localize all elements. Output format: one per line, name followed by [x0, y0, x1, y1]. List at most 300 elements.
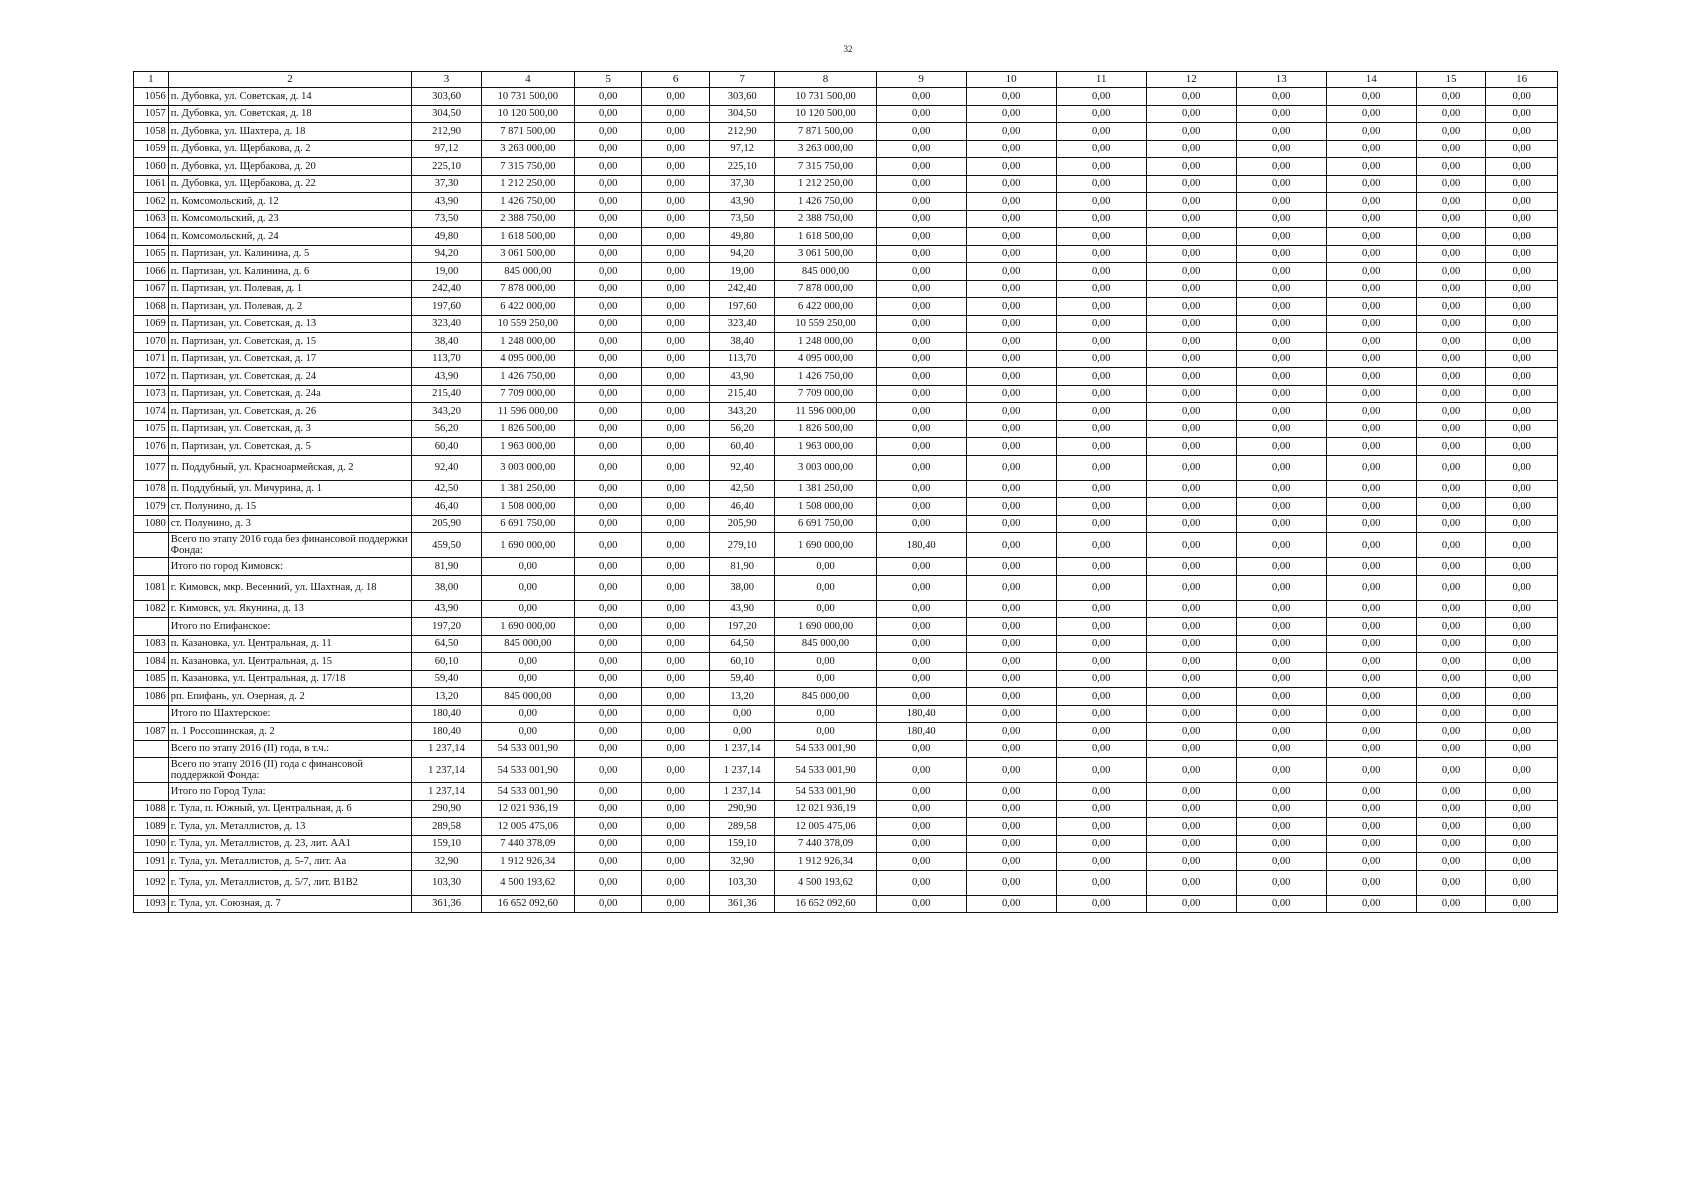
value-cell-col-10: 0,00 [966, 558, 1056, 576]
value-cell-col-3: 43,90 [412, 193, 482, 211]
value-cell-col-5: 0,00 [574, 420, 642, 438]
value-cell-col-6: 0,00 [642, 498, 710, 516]
value-cell-col-3: 212,90 [412, 123, 482, 141]
value-cell-col-16: 0,00 [1486, 870, 1558, 895]
value-cell-col-16: 0,00 [1486, 835, 1558, 853]
value-cell-col-5: 0,00 [574, 635, 642, 653]
value-cell-col-15: 0,00 [1416, 350, 1486, 368]
value-cell-col-7: 37,30 [709, 175, 774, 193]
value-cell-col-9: 0,00 [876, 818, 966, 836]
value-cell-col-6: 0,00 [642, 870, 710, 895]
value-cell-col-14: 0,00 [1326, 298, 1416, 316]
value-cell-col-8: 10 559 250,00 [775, 315, 876, 333]
value-cell-col-9: 0,00 [876, 498, 966, 516]
value-cell-col-8: 12 005 475,06 [775, 818, 876, 836]
address-cell: Всего по этапу 2016 (II) года с финансовой поддержкой Фонда: [168, 758, 411, 783]
value-cell-col-9: 0,00 [876, 870, 966, 895]
value-cell-col-5: 0,00 [574, 558, 642, 576]
address-cell: п. Комсомольский, д. 24 [168, 228, 411, 246]
value-cell-col-15: 0,00 [1416, 853, 1486, 871]
value-cell-col-16: 0,00 [1486, 210, 1558, 228]
value-cell-col-7: 64,50 [709, 635, 774, 653]
value-cell-col-3: 13,20 [412, 688, 482, 706]
value-cell-col-16: 0,00 [1486, 800, 1558, 818]
value-cell-col-14: 0,00 [1326, 800, 1416, 818]
value-cell-col-8: 11 596 000,00 [775, 403, 876, 421]
value-cell-col-7: 56,20 [709, 420, 774, 438]
value-cell-col-8: 54 533 001,90 [775, 740, 876, 758]
value-cell-col-3: 343,20 [412, 403, 482, 421]
value-cell-col-13: 0,00 [1236, 818, 1326, 836]
value-cell-col-16: 0,00 [1486, 315, 1558, 333]
value-cell-col-7: 159,10 [709, 835, 774, 853]
value-cell-col-9: 0,00 [876, 315, 966, 333]
value-cell-col-15: 0,00 [1416, 228, 1486, 246]
value-cell-col-13: 0,00 [1236, 758, 1326, 783]
value-cell-col-3: 1 237,14 [412, 740, 482, 758]
value-cell-col-10: 0,00 [966, 315, 1056, 333]
row-number-cell: 1090 [134, 835, 169, 853]
value-cell-col-4: 1 618 500,00 [481, 228, 574, 246]
value-cell-col-8: 0,00 [775, 670, 876, 688]
value-cell-col-13: 0,00 [1236, 653, 1326, 671]
value-cell-col-6: 0,00 [642, 800, 710, 818]
column-number-15: 15 [1416, 72, 1486, 88]
value-cell-col-4: 7 440 378,09 [481, 835, 574, 853]
value-cell-col-6: 0,00 [642, 635, 710, 653]
address-cell: Всего по этапу 2016 (II) года, в т.ч.: [168, 740, 411, 758]
value-cell-col-16: 0,00 [1486, 618, 1558, 636]
row-number-cell: 1072 [134, 368, 169, 386]
value-cell-col-8: 1 826 500,00 [775, 420, 876, 438]
value-cell-col-4: 1 248 000,00 [481, 333, 574, 351]
value-cell-col-10: 0,00 [966, 210, 1056, 228]
value-cell-col-9: 0,00 [876, 635, 966, 653]
table-row [134, 498, 1558, 516]
value-cell-col-9: 180,40 [876, 533, 966, 558]
value-cell-col-8: 1 690 000,00 [775, 533, 876, 558]
value-cell-col-13: 0,00 [1236, 723, 1326, 741]
row-number-cell: 1083 [134, 635, 169, 653]
row-number-cell: 1089 [134, 818, 169, 836]
row-number-cell: 1093 [134, 895, 169, 913]
table-row [134, 653, 1558, 671]
value-cell-col-5: 0,00 [574, 618, 642, 636]
address-cell: г. Тула, ул. Металлистов, д. 13 [168, 818, 411, 836]
value-cell-col-4: 7 709 000,00 [481, 385, 574, 403]
value-cell-col-9: 0,00 [876, 263, 966, 281]
value-cell-col-14: 0,00 [1326, 245, 1416, 263]
value-cell-col-15: 0,00 [1416, 105, 1486, 123]
column-number-6: 6 [642, 72, 710, 88]
value-cell-col-15: 0,00 [1416, 688, 1486, 706]
value-cell-col-9: 0,00 [876, 368, 966, 386]
value-cell-col-10: 0,00 [966, 515, 1056, 533]
value-cell-col-5: 0,00 [574, 515, 642, 533]
value-cell-col-8: 845 000,00 [775, 688, 876, 706]
value-cell-col-13: 0,00 [1236, 575, 1326, 600]
value-cell-col-11: 0,00 [1056, 333, 1146, 351]
value-cell-col-3: 113,70 [412, 350, 482, 368]
address-cell: п. Партизан, ул. Советская, д. 24а [168, 385, 411, 403]
table-row [134, 455, 1558, 480]
value-cell-col-13: 0,00 [1236, 438, 1326, 456]
value-cell-col-14: 0,00 [1326, 515, 1416, 533]
value-cell-col-15: 0,00 [1416, 870, 1486, 895]
value-cell-col-11: 0,00 [1056, 618, 1146, 636]
table-row [134, 193, 1558, 211]
address-cell: п. Дубовка, ул. Шахтера, д. 18 [168, 123, 411, 141]
value-cell-col-16: 0,00 [1486, 385, 1558, 403]
address-cell: п. Дубовка, ул. Советская, д. 18 [168, 105, 411, 123]
value-cell-col-5: 0,00 [574, 600, 642, 618]
table-row [134, 705, 1558, 723]
value-cell-col-11: 0,00 [1056, 600, 1146, 618]
value-cell-col-6: 0,00 [642, 438, 710, 456]
value-cell-col-12: 0,00 [1146, 515, 1236, 533]
value-cell-col-5: 0,00 [574, 895, 642, 913]
address-cell: п. Партизан, ул. Калинина, д. 6 [168, 263, 411, 281]
value-cell-col-13: 0,00 [1236, 480, 1326, 498]
value-cell-col-10: 0,00 [966, 350, 1056, 368]
value-cell-col-14: 0,00 [1326, 263, 1416, 281]
table-row [134, 515, 1558, 533]
value-cell-col-10: 0,00 [966, 600, 1056, 618]
value-cell-col-9: 180,40 [876, 723, 966, 741]
column-number-3: 3 [412, 72, 482, 88]
table-row [134, 480, 1558, 498]
value-cell-col-6: 0,00 [642, 515, 710, 533]
value-cell-col-15: 0,00 [1416, 670, 1486, 688]
value-cell-col-8: 54 533 001,90 [775, 758, 876, 783]
table-row [134, 280, 1558, 298]
value-cell-col-14: 0,00 [1326, 455, 1416, 480]
value-cell-col-4: 3 003 000,00 [481, 455, 574, 480]
value-cell-col-10: 0,00 [966, 263, 1056, 281]
table-row [134, 88, 1558, 106]
address-cell: п. Дубовка, ул. Щербакова, д. 2 [168, 140, 411, 158]
value-cell-col-7: 289,58 [709, 818, 774, 836]
value-cell-col-4: 1 508 000,00 [481, 498, 574, 516]
column-number-14: 14 [1326, 72, 1416, 88]
value-cell-col-4: 7 871 500,00 [481, 123, 574, 141]
value-cell-col-12: 0,00 [1146, 600, 1236, 618]
value-cell-col-6: 0,00 [642, 455, 710, 480]
value-cell-col-14: 0,00 [1326, 350, 1416, 368]
value-cell-col-8: 845 000,00 [775, 635, 876, 653]
value-cell-col-4: 12 005 475,06 [481, 818, 574, 836]
value-cell-col-3: 215,40 [412, 385, 482, 403]
value-cell-col-6: 0,00 [642, 175, 710, 193]
value-cell-col-16: 0,00 [1486, 350, 1558, 368]
value-cell-col-6: 0,00 [642, 653, 710, 671]
address-cell: Всего по этапу 2016 года без финансовой поддержки Фонда: [168, 533, 411, 558]
value-cell-col-10: 0,00 [966, 298, 1056, 316]
value-cell-col-15: 0,00 [1416, 575, 1486, 600]
value-cell-col-7: 32,90 [709, 853, 774, 871]
value-cell-col-5: 0,00 [574, 368, 642, 386]
value-cell-col-6: 0,00 [642, 480, 710, 498]
value-cell-col-4: 1 381 250,00 [481, 480, 574, 498]
value-cell-col-9: 0,00 [876, 193, 966, 211]
value-cell-col-12: 0,00 [1146, 105, 1236, 123]
value-cell-col-14: 0,00 [1326, 158, 1416, 176]
value-cell-col-5: 0,00 [574, 455, 642, 480]
value-cell-col-13: 0,00 [1236, 263, 1326, 281]
table-row [134, 895, 1558, 913]
table-row [134, 385, 1558, 403]
value-cell-col-3: 225,10 [412, 158, 482, 176]
value-cell-col-4: 54 533 001,90 [481, 758, 574, 783]
value-cell-col-16: 0,00 [1486, 480, 1558, 498]
value-cell-col-5: 0,00 [574, 870, 642, 895]
value-cell-col-14: 0,00 [1326, 818, 1416, 836]
row-number-cell: 1073 [134, 385, 169, 403]
value-cell-col-9: 0,00 [876, 480, 966, 498]
value-cell-col-7: 43,90 [709, 600, 774, 618]
value-cell-col-12: 0,00 [1146, 368, 1236, 386]
value-cell-col-6: 0,00 [642, 193, 710, 211]
value-cell-col-11: 0,00 [1056, 670, 1146, 688]
value-cell-col-12: 0,00 [1146, 653, 1236, 671]
value-cell-col-3: 459,50 [412, 533, 482, 558]
row-number-cell: 1064 [134, 228, 169, 246]
value-cell-col-13: 0,00 [1236, 800, 1326, 818]
value-cell-col-12: 0,00 [1146, 333, 1236, 351]
value-cell-col-16: 0,00 [1486, 575, 1558, 600]
value-cell-col-15: 0,00 [1416, 635, 1486, 653]
value-cell-col-13: 0,00 [1236, 88, 1326, 106]
value-cell-col-16: 0,00 [1486, 158, 1558, 176]
value-cell-col-10: 0,00 [966, 105, 1056, 123]
value-cell-col-15: 0,00 [1416, 653, 1486, 671]
value-cell-col-10: 0,00 [966, 688, 1056, 706]
row-number-cell: 1084 [134, 653, 169, 671]
table-row [134, 403, 1558, 421]
value-cell-col-3: 303,60 [412, 88, 482, 106]
value-cell-col-12: 0,00 [1146, 800, 1236, 818]
address-cell: п. Комсомольский, д. 12 [168, 193, 411, 211]
row-number-cell: 1074 [134, 403, 169, 421]
value-cell-col-16: 0,00 [1486, 280, 1558, 298]
value-cell-col-7: 13,20 [709, 688, 774, 706]
value-cell-col-8: 7 315 750,00 [775, 158, 876, 176]
value-cell-col-5: 0,00 [574, 263, 642, 281]
value-cell-col-7: 212,90 [709, 123, 774, 141]
value-cell-col-3: 92,40 [412, 455, 482, 480]
value-cell-col-4: 1 212 250,00 [481, 175, 574, 193]
row-number-cell: 1067 [134, 280, 169, 298]
value-cell-col-4: 845 000,00 [481, 688, 574, 706]
value-cell-col-8: 1 618 500,00 [775, 228, 876, 246]
value-cell-col-14: 0,00 [1326, 740, 1416, 758]
value-cell-col-3: 59,40 [412, 670, 482, 688]
row-number-cell: 1066 [134, 263, 169, 281]
value-cell-col-7: 197,20 [709, 618, 774, 636]
value-cell-col-6: 0,00 [642, 818, 710, 836]
value-cell-col-12: 0,00 [1146, 635, 1236, 653]
value-cell-col-13: 0,00 [1236, 105, 1326, 123]
value-cell-col-7: 73,50 [709, 210, 774, 228]
value-cell-col-13: 0,00 [1236, 870, 1326, 895]
value-cell-col-7: 113,70 [709, 350, 774, 368]
value-cell-col-7: 215,40 [709, 385, 774, 403]
value-cell-col-14: 0,00 [1326, 653, 1416, 671]
value-cell-col-4: 4 095 000,00 [481, 350, 574, 368]
value-cell-col-16: 0,00 [1486, 298, 1558, 316]
table-row [134, 635, 1558, 653]
value-cell-col-3: 43,90 [412, 368, 482, 386]
row-number-cell: 1070 [134, 333, 169, 351]
value-cell-col-12: 0,00 [1146, 705, 1236, 723]
row-number-cell: 1091 [134, 853, 169, 871]
value-cell-col-11: 0,00 [1056, 635, 1146, 653]
value-cell-col-13: 0,00 [1236, 455, 1326, 480]
value-cell-col-11: 0,00 [1056, 280, 1146, 298]
value-cell-col-12: 0,00 [1146, 895, 1236, 913]
value-cell-col-9: 0,00 [876, 558, 966, 576]
value-cell-col-13: 0,00 [1236, 403, 1326, 421]
value-cell-col-7: 343,20 [709, 403, 774, 421]
value-cell-col-13: 0,00 [1236, 333, 1326, 351]
row-number-cell: 1076 [134, 438, 169, 456]
value-cell-col-13: 0,00 [1236, 420, 1326, 438]
table-row [134, 870, 1558, 895]
value-cell-col-10: 0,00 [966, 245, 1056, 263]
value-cell-col-15: 0,00 [1416, 895, 1486, 913]
value-cell-col-9: 0,00 [876, 175, 966, 193]
value-cell-col-8: 4 095 000,00 [775, 350, 876, 368]
column-number-7: 7 [709, 72, 774, 88]
value-cell-col-16: 0,00 [1486, 705, 1558, 723]
value-cell-col-14: 0,00 [1326, 558, 1416, 576]
value-cell-col-10: 0,00 [966, 455, 1056, 480]
value-cell-col-6: 0,00 [642, 618, 710, 636]
value-cell-col-11: 0,00 [1056, 870, 1146, 895]
value-cell-col-14: 0,00 [1326, 385, 1416, 403]
value-cell-col-5: 0,00 [574, 175, 642, 193]
value-cell-col-4: 10 559 250,00 [481, 315, 574, 333]
value-cell-col-13: 0,00 [1236, 740, 1326, 758]
value-cell-col-4: 1 912 926,34 [481, 853, 574, 871]
housing-register-table [133, 71, 1558, 913]
value-cell-col-12: 0,00 [1146, 783, 1236, 801]
value-cell-col-14: 0,00 [1326, 670, 1416, 688]
value-cell-col-14: 0,00 [1326, 88, 1416, 106]
row-number-cell: 1060 [134, 158, 169, 176]
value-cell-col-12: 0,00 [1146, 175, 1236, 193]
value-cell-col-5: 0,00 [574, 800, 642, 818]
value-cell-col-6: 0,00 [642, 263, 710, 281]
value-cell-col-14: 0,00 [1326, 635, 1416, 653]
value-cell-col-12: 0,00 [1146, 853, 1236, 871]
row-number-cell: 1057 [134, 105, 169, 123]
value-cell-col-7: 38,00 [709, 575, 774, 600]
value-cell-col-15: 0,00 [1416, 368, 1486, 386]
value-cell-col-4: 0,00 [481, 575, 574, 600]
row-number-cell: 1061 [134, 175, 169, 193]
value-cell-col-10: 0,00 [966, 175, 1056, 193]
value-cell-col-12: 0,00 [1146, 403, 1236, 421]
value-cell-col-7: 19,00 [709, 263, 774, 281]
value-cell-col-10: 0,00 [966, 740, 1056, 758]
value-cell-col-8: 1 426 750,00 [775, 368, 876, 386]
value-cell-col-11: 0,00 [1056, 88, 1146, 106]
value-cell-col-14: 0,00 [1326, 438, 1416, 456]
value-cell-col-5: 0,00 [574, 533, 642, 558]
value-cell-col-6: 0,00 [642, 368, 710, 386]
value-cell-col-11: 0,00 [1056, 558, 1146, 576]
row-number-cell: 1068 [134, 298, 169, 316]
value-cell-col-3: 49,80 [412, 228, 482, 246]
value-cell-col-8: 0,00 [775, 723, 876, 741]
value-cell-col-3: 46,40 [412, 498, 482, 516]
value-cell-col-15: 0,00 [1416, 193, 1486, 211]
value-cell-col-5: 0,00 [574, 193, 642, 211]
value-cell-col-4: 6 422 000,00 [481, 298, 574, 316]
value-cell-col-5: 0,00 [574, 245, 642, 263]
value-cell-col-4: 0,00 [481, 705, 574, 723]
value-cell-col-4: 12 021 936,19 [481, 800, 574, 818]
value-cell-col-5: 0,00 [574, 158, 642, 176]
address-cell: г. Тула, ул. Металлистов, д. 5/7, лит. В1В2 [168, 870, 411, 895]
value-cell-col-3: 73,50 [412, 210, 482, 228]
value-cell-col-11: 0,00 [1056, 533, 1146, 558]
row-number-cell: 1088 [134, 800, 169, 818]
value-cell-col-9: 0,00 [876, 688, 966, 706]
value-cell-col-12: 0,00 [1146, 533, 1236, 558]
value-cell-col-4: 0,00 [481, 558, 574, 576]
value-cell-col-8: 3 061 500,00 [775, 245, 876, 263]
column-number-12: 12 [1146, 72, 1236, 88]
value-cell-col-3: 42,50 [412, 480, 482, 498]
value-cell-col-13: 0,00 [1236, 315, 1326, 333]
value-cell-col-9: 0,00 [876, 783, 966, 801]
table-row [134, 853, 1558, 871]
value-cell-col-11: 0,00 [1056, 140, 1146, 158]
value-cell-col-13: 0,00 [1236, 853, 1326, 871]
row-number-cell: 1063 [134, 210, 169, 228]
value-cell-col-15: 0,00 [1416, 740, 1486, 758]
value-cell-col-4: 10 731 500,00 [481, 88, 574, 106]
value-cell-col-11: 0,00 [1056, 835, 1146, 853]
table-row [134, 158, 1558, 176]
value-cell-col-16: 0,00 [1486, 368, 1558, 386]
row-number-cell [134, 533, 169, 558]
value-cell-col-12: 0,00 [1146, 455, 1236, 480]
value-cell-col-9: 0,00 [876, 758, 966, 783]
value-cell-col-16: 0,00 [1486, 783, 1558, 801]
value-cell-col-10: 0,00 [966, 818, 1056, 836]
value-cell-col-3: 180,40 [412, 723, 482, 741]
value-cell-col-14: 0,00 [1326, 228, 1416, 246]
value-cell-col-8: 1 912 926,34 [775, 853, 876, 871]
value-cell-col-6: 0,00 [642, 758, 710, 783]
value-cell-col-13: 0,00 [1236, 140, 1326, 158]
value-cell-col-11: 0,00 [1056, 123, 1146, 141]
value-cell-col-9: 0,00 [876, 895, 966, 913]
value-cell-col-5: 0,00 [574, 350, 642, 368]
row-number-cell [134, 783, 169, 801]
value-cell-col-5: 0,00 [574, 575, 642, 600]
value-cell-col-6: 0,00 [642, 723, 710, 741]
value-cell-col-9: 0,00 [876, 575, 966, 600]
value-cell-col-14: 0,00 [1326, 280, 1416, 298]
row-number-cell [134, 618, 169, 636]
row-number-cell: 1062 [134, 193, 169, 211]
value-cell-col-13: 0,00 [1236, 515, 1326, 533]
value-cell-col-3: 94,20 [412, 245, 482, 263]
